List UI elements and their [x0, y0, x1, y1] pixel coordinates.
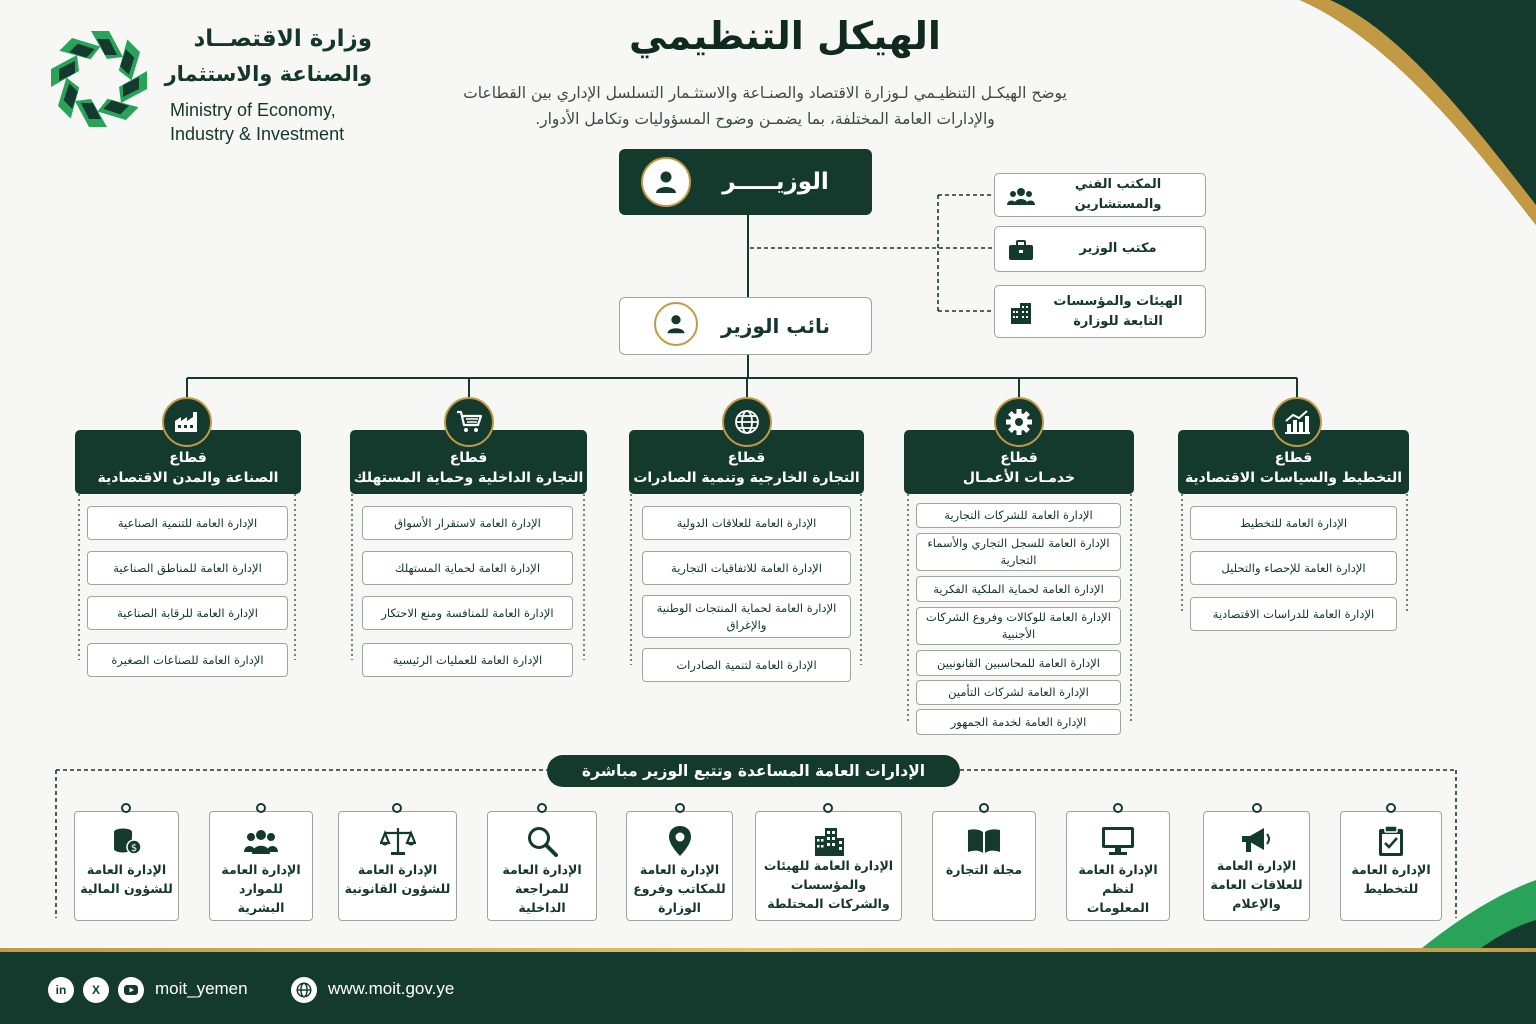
department-box: الإدارة العامة للدراسات الاقتصادية: [1190, 597, 1397, 631]
deputy-minister-box: [619, 297, 872, 355]
support-box: [1203, 811, 1310, 921]
logo-english-name: [170, 98, 380, 146]
side-office-label: مكتب الوزير: [1079, 241, 1157, 256]
page-title: الهيكل التنظيمي: [629, 14, 941, 58]
cart-icon: [444, 397, 494, 447]
monitor-icon: [1067, 824, 1169, 858]
briefcase-icon: [1007, 238, 1035, 262]
department-box: الإدارة العامة للمناطق الصناعية: [87, 551, 288, 585]
people-icon: [210, 824, 312, 858]
support-box: [487, 811, 597, 921]
connector-dot: [1252, 803, 1262, 813]
logo-arabic-line1: وزارة الاقتصــاد: [193, 26, 372, 52]
sector-name: التخطيط والسياسات الاقتصادية: [1184, 470, 1403, 486]
support-box: [1340, 811, 1442, 921]
department-box: الإدارة العامة للعلاقات الدولية: [642, 506, 851, 540]
connector-dot: [256, 803, 266, 813]
building-icon: [1007, 301, 1035, 325]
department-box: الإدارة العامة لحماية المنتجات الوطنية والإغراق: [642, 595, 851, 638]
support-label: مجلة التجارة: [945, 862, 1023, 877]
side-office-label: الهيئات والمؤسسات التابعة للوزارة: [1053, 293, 1183, 329]
minister-box: [619, 149, 872, 215]
building-icon: [756, 824, 901, 858]
scales-icon: [339, 824, 456, 858]
deputy-minister-label: نائب الوزير: [720, 314, 831, 338]
chart-icon: [1272, 397, 1322, 447]
department-box: الإدارة العامة للمحاسبين القانونيين: [916, 650, 1121, 676]
book-icon: [933, 824, 1035, 858]
logo-emblem-icon: [44, 24, 154, 134]
gear-icon: [994, 397, 1044, 447]
support-label: الإدارة العامة للتخطيط: [1351, 862, 1431, 896]
connector-dot: [537, 803, 547, 813]
website-link[interactable]: www.moit.gov.ye: [328, 979, 455, 998]
support-box: [626, 811, 733, 921]
linkedin-icon[interactable]: in: [48, 977, 74, 1003]
svg-text:$: $: [130, 843, 137, 854]
map-pin-icon: [627, 824, 732, 858]
department-box: الإدارة العامة للوكالات وفروع الشركات الأجنبية: [916, 607, 1121, 645]
department-box: الإدارة العامة للمنافسة ومنع الاحتكار: [362, 596, 573, 630]
clipboard-icon: [1341, 824, 1441, 858]
support-box: [209, 811, 313, 921]
department-box: الإدارة العامة لحماية الملكية الفكرية: [916, 576, 1121, 602]
support-label: الإدارة العامة للشؤون القانونية: [344, 862, 451, 896]
department-box: الإدارة العامة للتنمية الصناعية: [87, 506, 288, 540]
logo-english-line2: Industry & Investment: [170, 124, 345, 144]
support-label: الإدارة العامة للمكاتب وفروع الوزارة: [633, 862, 726, 915]
connector-dot: [823, 803, 833, 813]
department-box: الإدارة العامة لحماية المستهلك: [362, 551, 573, 585]
support-box: [1066, 811, 1170, 921]
globe-icon: [291, 977, 317, 1003]
logo-arabic-line2: والصناعة والاستثمار: [164, 62, 372, 86]
youtube-icon[interactable]: [118, 977, 144, 1003]
connector-dot: [1113, 803, 1123, 813]
connector-dot: [675, 803, 685, 813]
sector-name: خدمـات الأعمـال: [962, 470, 1076, 486]
support-box: [932, 811, 1036, 921]
department-box: الإدارة العامة لشركات التأمين: [916, 680, 1121, 705]
factory-icon: [162, 397, 212, 447]
support-label: الإدارة العامة للمراجعة الداخلية: [502, 862, 582, 915]
sector-prefix: قطاع: [169, 450, 207, 466]
department-box: الإدارة العامة للإحصاء والتحليل: [1190, 551, 1397, 585]
sector-prefix: قطاع: [449, 450, 488, 466]
support-box: [338, 811, 457, 921]
department-box: الإدارة العامة لتنمية الصادرات: [642, 648, 851, 682]
support-label: الإدارة العامة للعلاقات العامة والإعلام: [1210, 858, 1303, 911]
department-box: الإدارة العامة لاستقرار الأسواق: [362, 506, 573, 540]
support-box: [74, 811, 179, 921]
department-box: الإدارة العامة للاتفاقيات التجارية: [642, 551, 851, 585]
support-label: الإدارة العامة للموارد البشرية: [221, 862, 301, 915]
sector-name: التجارة الداخلية وحماية المستهلك: [353, 470, 584, 486]
globe-icon: [722, 397, 772, 447]
x-icon[interactable]: X: [83, 977, 109, 1003]
department-box: الإدارة العامة للرقابة الصناعية: [87, 596, 288, 630]
side-office-label: المكتب الفني والمستشارين: [1074, 177, 1162, 212]
logo-english-line1: Ministry of Economy,: [170, 100, 336, 120]
department-box: الإدارة العامة للتخطيط: [1190, 506, 1397, 540]
subtitle-line1: يوضح الهيكـل التنظيـمي لـوزارة الاقتصاد والصنـاعة والاستثـمار التسلسل الإداري بين القطاعات: [463, 84, 1067, 102]
sector-prefix: قطاع: [1000, 450, 1038, 466]
department-box: الإدارة العامة للصناعات الصغيرة: [87, 643, 288, 677]
connector-dot: [392, 803, 402, 813]
person-icon: [654, 302, 698, 346]
technical-office-box: [994, 173, 1206, 217]
page-subtitle: [420, 80, 1110, 132]
department-box: الإدارة العامة لخدمة الجمهور: [916, 709, 1121, 735]
support-label: الإدارة العامة لنظم المعلومات: [1078, 862, 1158, 915]
subtitle-line2: والإدارات العامة المختلفة، بما يضمـن وضوح المسؤوليات وتكامل الأدوار.: [535, 110, 995, 128]
people-icon: [1007, 184, 1035, 208]
department-box: الإدارة العامة للعمليات الرئيسية: [362, 643, 573, 677]
megaphone-icon: [1204, 824, 1309, 858]
connector-dot: [1386, 803, 1396, 813]
sector-prefix: قطاع: [1274, 450, 1313, 466]
minister-office-box: [994, 226, 1206, 272]
department-box: الإدارة العامة للشركات التجارية: [916, 503, 1121, 528]
department-box: الإدارة العامة للسجل التجاري والأسماء التجارية: [916, 533, 1121, 571]
support-departments-title: الإدارات العامة المساعدة وتتبع الوزير مباشرة: [547, 755, 960, 787]
magnifier-icon: [488, 824, 596, 858]
sector-name: الصناعة والمدن الاقتصادية: [97, 470, 279, 486]
ministry-logo: [44, 22, 374, 142]
connector-dot: [121, 803, 131, 813]
connector-dot: [979, 803, 989, 813]
person-icon: [641, 157, 691, 207]
support-label: الإدارة العامة للشؤون المالية: [80, 862, 173, 896]
affiliated-bodies-box: [994, 285, 1206, 338]
social-handle[interactable]: moit_yemen: [155, 979, 248, 998]
support-label: الإدارة العامة للهيئات والمؤسسات والشركات المختلطة: [763, 858, 894, 911]
sector-prefix: قطاع: [727, 450, 766, 466]
coins-icon: [75, 824, 178, 858]
sector-name: التجارة الخارجية وتنمية الصادرات: [633, 470, 860, 486]
minister-label: الوزيـــــر: [722, 169, 829, 195]
support-box: [755, 811, 902, 921]
